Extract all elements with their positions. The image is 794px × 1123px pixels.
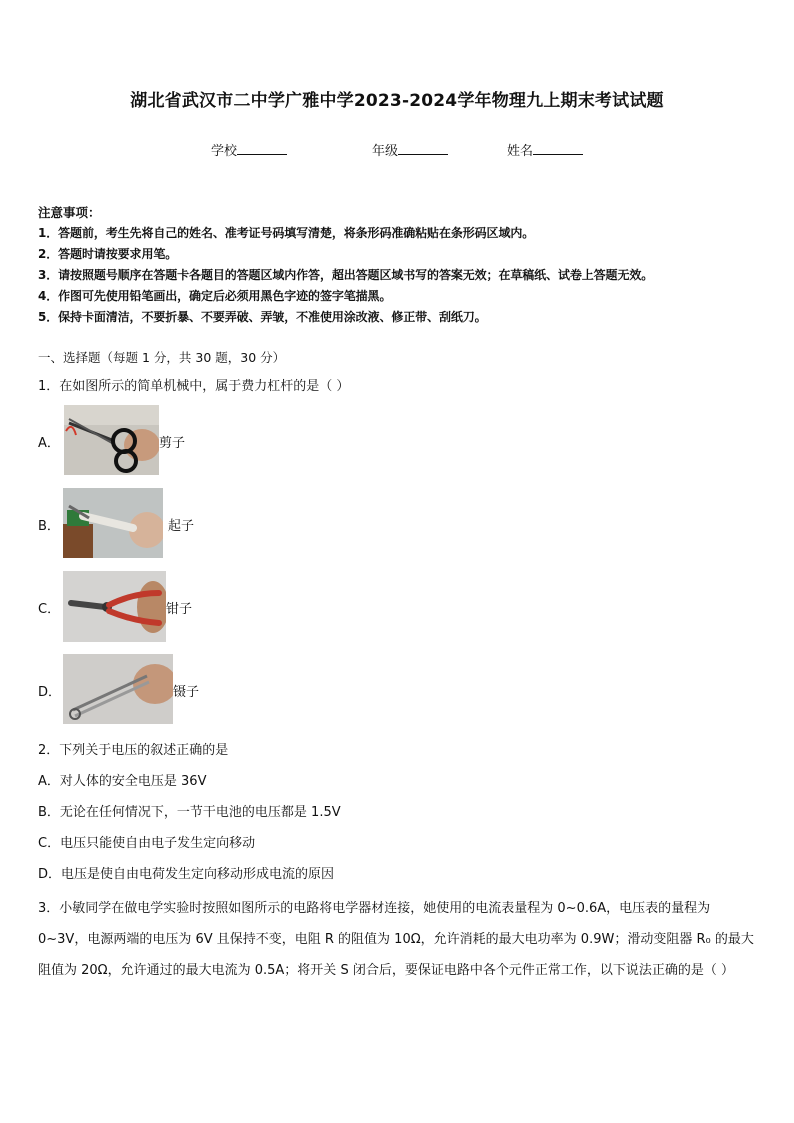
q1-option-b-caption: 起子 [168, 519, 195, 534]
exam-title: 湖北省武汉市二中学广雅中学2023-2024学年物理九上期末考试试题 [130, 91, 664, 111]
q2-option-d[interactable]: D．电压是使自由电荷发生定向移动形成电流的原因 [38, 867, 335, 882]
question-2-stem: 2．下列关于电压的叙述正确的是 [38, 743, 229, 758]
bottle-opener-icon [63, 488, 163, 558]
q1-option-d-letter[interactable]: D． [38, 685, 62, 700]
q1-option-a-letter[interactable]: A． [38, 436, 60, 451]
school-field [211, 140, 287, 159]
question-3-stem: 3．小敏同学在做电学实验时按照如图所示的电路将电学器材连接，她使用的电流表量程为 0~0.6A，电压表的量程为 0~3V，电源两端的电压为 6V 且保持不变，电阻 R 的阻值为 10Ω，允许消耗的最大电功率为 0.9W；滑动变阻器 R₀ 的最大阻值为 20Ω，允许通过的最大电流为 0.5A；将开关 S 闭合后，要保证电路中各个元件正常工作，以下说法正确的是（ ） [38, 901, 754, 978]
section-heading: 一、选择题（每题 1 分，共 30 题，30 分） [38, 350, 286, 365]
notice-item: 2．答题时请按要求用笔。 [38, 247, 178, 261]
grade-label: 年级 [372, 144, 399, 159]
name-field [507, 140, 583, 159]
notice-item: 1．答题前，考生先将自己的姓名、准考证号码填写清楚，将条形码准确粘贴在条形码区域内。 [38, 226, 535, 240]
q1-option-c-caption: 钳子 [166, 602, 193, 617]
notice-item: 3．请按照题号顺序在答题卡各题目的答题区域内作答，超出答题区域书写的答案无效；在草稿纸、试卷上答题无效。 [38, 268, 654, 282]
name-blank[interactable] [533, 142, 583, 155]
q1-option-b-letter[interactable]: B． [38, 519, 60, 534]
school-blank[interactable] [237, 142, 287, 155]
q2-option-c[interactable]: C．电压只能使自由电子发生定向移动 [38, 836, 256, 851]
scissors-icon [64, 405, 159, 475]
grade-blank[interactable] [398, 142, 448, 155]
notice-heading: 注意事项： [38, 205, 101, 220]
q2-option-b[interactable]: B．无论在任何情况下，一节干电池的电压都是 1.5V [38, 805, 341, 820]
q1-option-c-letter[interactable]: C． [38, 602, 61, 617]
notice-item: 4．作图可先使用铅笔画出，确定后必须用黑色字迹的签字笔描黑。 [38, 289, 392, 303]
q1-option-a-caption: 剪子 [159, 436, 186, 451]
q2-option-a[interactable]: A．对人体的安全电压是 36V [38, 774, 207, 789]
tweezers-icon [63, 654, 173, 724]
notice-item: 5．保持卡面清洁，不要折暴、不要弄破、弄皱，不准使用涂改液、修正带、刮纸刀。 [38, 310, 487, 324]
school-label: 学校 [211, 144, 238, 159]
question-1-stem: 1．在如图所示的简单机械中，属于费力杠杆的是（ ） [38, 379, 350, 394]
name-label: 姓名 [507, 144, 534, 159]
q1-option-d-caption: 镊子 [173, 685, 200, 700]
grade-field [372, 140, 448, 159]
pliers-icon [63, 571, 166, 642]
